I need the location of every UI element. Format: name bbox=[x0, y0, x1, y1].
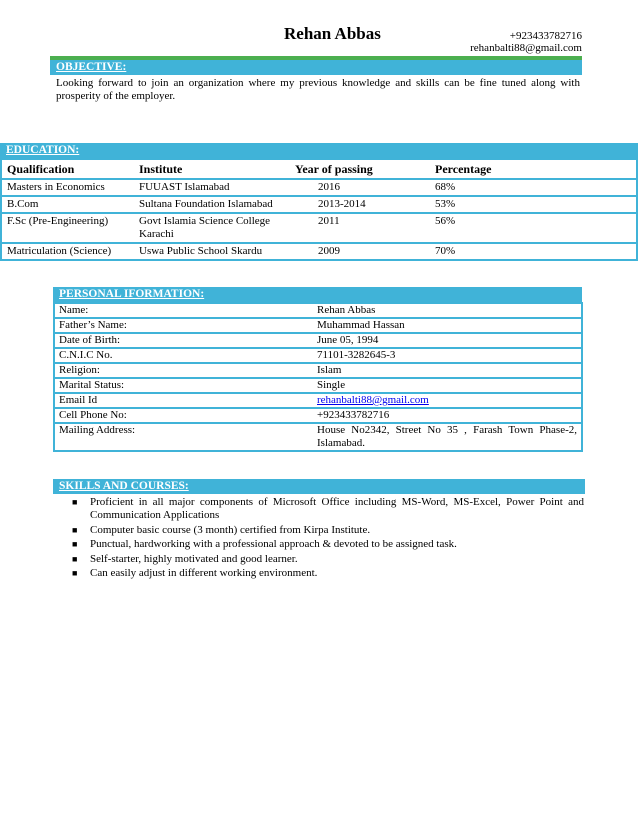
field-value: +923433782716 bbox=[317, 409, 390, 421]
square-bullet-icon: ■ bbox=[72, 553, 78, 564]
square-bullet-icon: ■ bbox=[72, 539, 78, 550]
qualification-cell: Masters in Economics bbox=[7, 181, 105, 193]
education-table bbox=[0, 158, 638, 261]
year-cell: 2009 bbox=[318, 245, 340, 257]
list-item bbox=[72, 567, 584, 580]
education-heading: EDUCATION: bbox=[0, 143, 638, 158]
table-row bbox=[55, 347, 581, 362]
candidate-name: Rehan Abbas bbox=[284, 24, 381, 43]
institute-cell: Govt Islamia Science College Karachi bbox=[139, 215, 271, 240]
education-header-row bbox=[2, 158, 636, 178]
col-header-percentage: Percentage bbox=[435, 162, 492, 176]
percentage-cell: 70% bbox=[435, 245, 456, 257]
email-link[interactable]: rehanbalti88@gmail.com bbox=[317, 394, 429, 406]
table-row bbox=[2, 178, 636, 195]
table-row bbox=[55, 407, 581, 422]
table-row bbox=[55, 392, 581, 407]
col-header-institute: Institute bbox=[139, 162, 183, 176]
skills-list bbox=[72, 496, 584, 581]
table-row bbox=[55, 317, 581, 332]
field-value: Single bbox=[317, 379, 346, 391]
year-cell: 2013-2014 bbox=[318, 198, 366, 210]
header-phone: +923433782716 bbox=[509, 30, 582, 42]
table-row bbox=[55, 302, 581, 317]
field-value: Rehan Abbas bbox=[317, 304, 376, 316]
list-item bbox=[72, 496, 584, 523]
qualification-cell: Matriculation (Science) bbox=[7, 245, 112, 257]
table-row bbox=[55, 422, 581, 450]
skill-text: Can easily adjust in different working environment. bbox=[90, 567, 318, 580]
field-value bbox=[313, 394, 581, 407]
square-bullet-icon: ■ bbox=[72, 524, 78, 535]
qualification-cell: B.Com bbox=[7, 198, 39, 210]
field-label: Mailing Address: bbox=[59, 424, 136, 436]
year-cell: 2016 bbox=[318, 181, 340, 193]
skill-text: Computer basic course (3 month) certified from Kirpa Institute. bbox=[90, 523, 371, 536]
field-value: House No2342, Street No 35 , Farash Town Phase-2, Islamabad. bbox=[317, 424, 577, 449]
table-row bbox=[55, 362, 581, 377]
percentage-cell: 53% bbox=[435, 198, 456, 210]
objective-heading: OBJECTIVE: bbox=[50, 60, 582, 75]
list-item bbox=[72, 553, 584, 566]
field-label: Name: bbox=[59, 304, 89, 316]
field-label: Father’s Name: bbox=[59, 319, 127, 331]
personal-info-table bbox=[53, 302, 583, 452]
table-row bbox=[55, 377, 581, 392]
field-value: 71101-3282645-3 bbox=[317, 349, 396, 361]
square-bullet-icon: ■ bbox=[72, 568, 78, 579]
field-value: June 05, 1994 bbox=[317, 334, 379, 346]
field-value: Islam bbox=[317, 364, 342, 376]
year-cell: 2011 bbox=[318, 215, 340, 227]
table-row bbox=[2, 212, 636, 242]
percentage-cell: 56% bbox=[435, 215, 456, 227]
field-label: C.N.I.C No. bbox=[59, 349, 113, 361]
skill-text: Proficient in all major components of Microsoft Office including MS-Word, MS-Excel, Power Point and Communication Applications bbox=[90, 496, 584, 522]
institute-cell: Sultana Foundation Islamabad bbox=[139, 198, 273, 210]
institute-cell: Uswa Public School Skardu bbox=[139, 245, 263, 257]
skills-heading: SKILLS AND COURSES: bbox=[53, 479, 585, 494]
field-value: Muhammad Hassan bbox=[317, 319, 405, 331]
table-row bbox=[55, 332, 581, 347]
field-label: Marital Status: bbox=[59, 379, 125, 391]
objective-text: Looking forward to join an organization where my previous knowledge and skills can be fine tuned along with prosperity of the employer. bbox=[56, 77, 580, 102]
skill-text: Punctual, hardworking with a professional approach & devoted to be assigned task. bbox=[90, 538, 457, 551]
col-header-qualification: Qualification bbox=[7, 162, 75, 176]
personal-info-heading: PERSONAL IFORMATION: bbox=[53, 287, 582, 302]
list-item bbox=[72, 524, 584, 537]
field-label: Date of Birth: bbox=[59, 334, 121, 346]
field-label: Religion: bbox=[59, 364, 100, 376]
header-email: rehanbalti88@gmail.com bbox=[470, 42, 582, 54]
list-item bbox=[72, 538, 584, 551]
table-row bbox=[2, 195, 636, 212]
skill-text: Self-starter, highly motivated and good learner. bbox=[90, 552, 298, 565]
percentage-cell: 68% bbox=[435, 181, 456, 193]
square-bullet-icon: ■ bbox=[72, 497, 78, 507]
col-header-year: Year of passing bbox=[295, 162, 373, 176]
table-row bbox=[2, 242, 636, 259]
qualification-cell: F.Sc (Pre-Engineering) bbox=[7, 215, 109, 227]
institute-cell: FUUAST Islamabad bbox=[139, 181, 230, 193]
field-label: Email Id bbox=[59, 394, 98, 406]
field-label: Cell Phone No: bbox=[59, 409, 127, 421]
